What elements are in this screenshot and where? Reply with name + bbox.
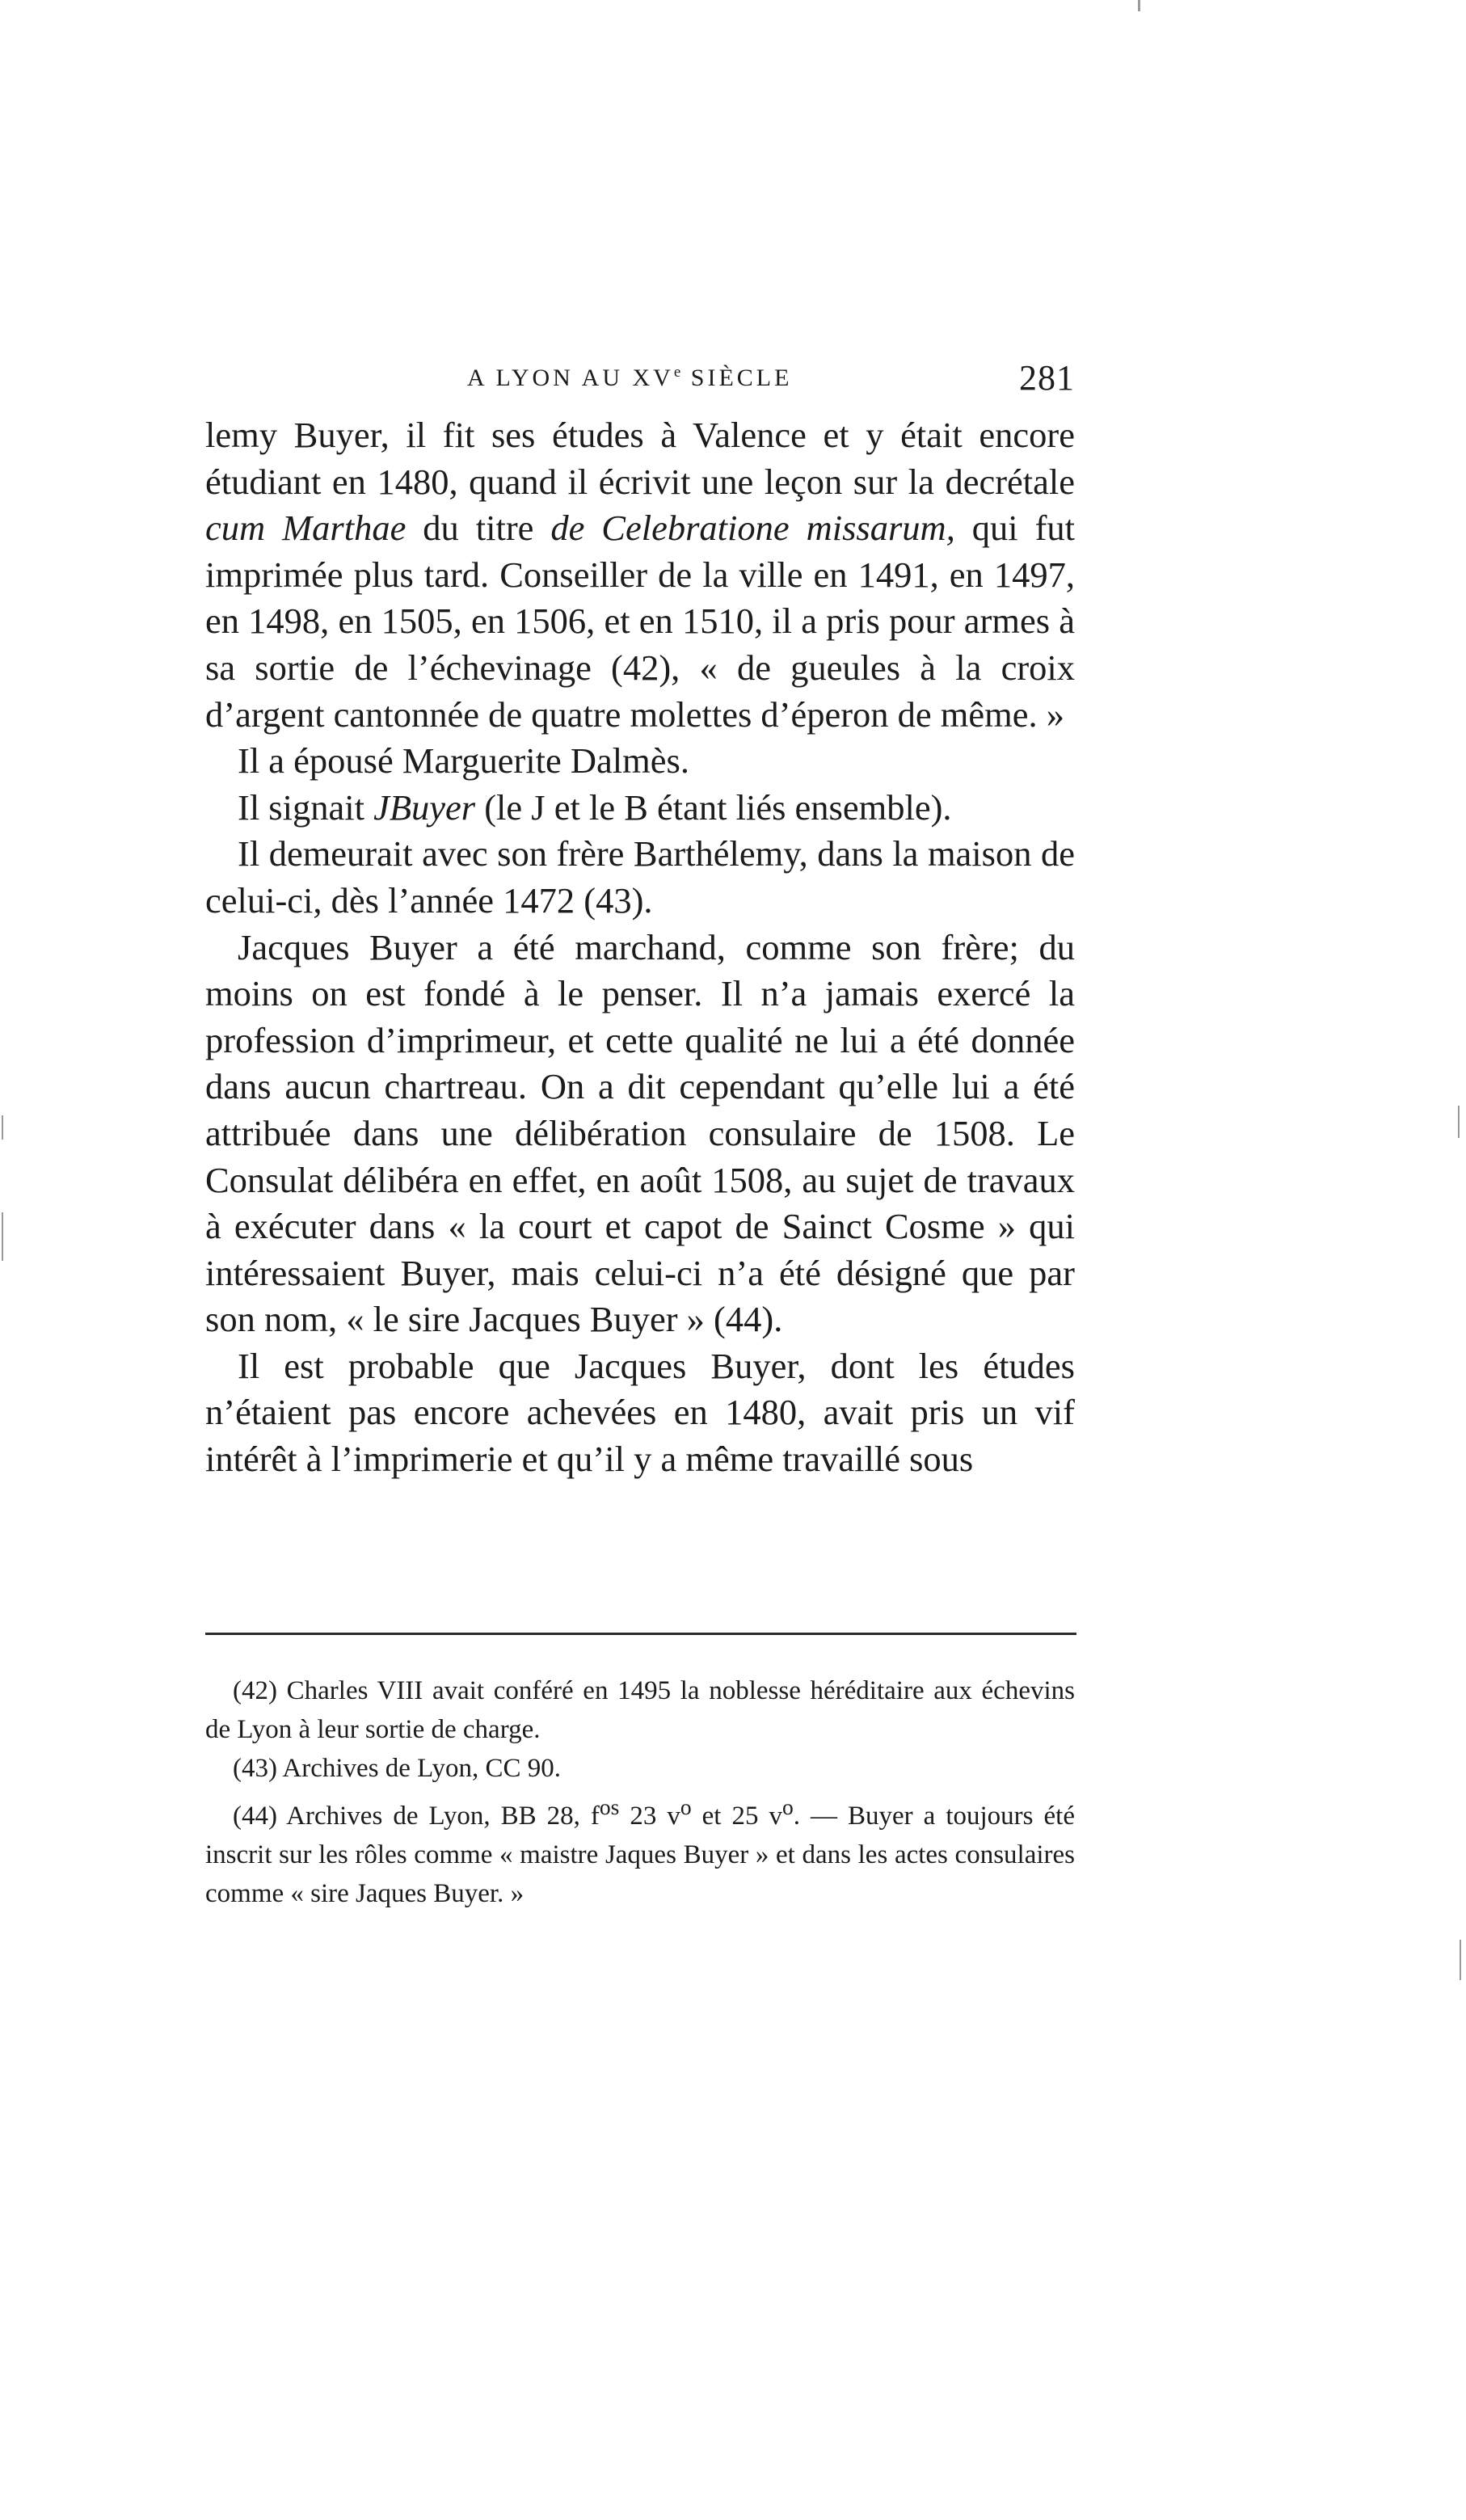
page-header — [205, 352, 1076, 404]
paragraph-3-text-a: Il signait — [238, 786, 374, 828]
paragraph-3 — [205, 785, 1075, 832]
footnote-44-sup-c: o — [781, 1794, 794, 1819]
scan-speck — [1138, 0, 1140, 11]
paragraph-1 — [205, 412, 1075, 738]
scan-speck — [2, 1115, 3, 1140]
paragraph-1-text-a: lemy Buyer, il fit ses études à Valence et y était encore étudiant en 1480, quand il écrivit une leçon sur la decrétale — [205, 415, 1075, 502]
paragraph-2: Il a épousé Marguerite Dalmès. — [238, 740, 689, 782]
footnote-44-text-b: 23 v — [619, 1802, 680, 1831]
paragraph-1-italic-de-celebratione: de Celebratione missarum, — [550, 508, 955, 549]
scan-speck — [1460, 1940, 1461, 1980]
footnote-44-text-c: et 25 v — [691, 1802, 782, 1831]
body-text — [205, 412, 1075, 1483]
paragraph-6: Il est probable que Jacques Buyer, dont les études n’étaient pas encore achevées en 1480, avait pris un vif intérêt à l’imprimerie et qu’il y a même travaillé sous — [205, 1345, 1075, 1480]
footnote-44-text-d: . — Buyer a toujours été inscrit sur les rôles comme « maistre Jaques Buyer » et dans les actes consulaires comme « sire Jaques Buyer. » — [205, 1802, 1075, 1908]
paragraph-4: Il demeurait avec son frère Barthélemy, dans la maison de celui-ci, dès l’année 1472 (43). — [205, 833, 1075, 921]
footnotes — [205, 1671, 1075, 1913]
page-number: 281 — [1019, 358, 1075, 398]
scan-speck — [1458, 1106, 1460, 1138]
footnote-43: (43) Archives de Lyon, CC 90. — [233, 1754, 562, 1783]
running-title — [467, 364, 792, 392]
footnote-divider — [205, 1633, 1076, 1635]
running-title-superscript: e — [673, 364, 682, 381]
footnote-44-sup-b: o — [680, 1794, 692, 1819]
footnote-44-sup-a: os — [599, 1794, 620, 1819]
footnote-42: (42) Charles VIII avait conféré en 1495 la noblesse héréditaire aux échevins de Lyon à leur sortie de charge. — [205, 1676, 1075, 1744]
footnote-44 — [205, 1788, 1075, 1913]
scan-speck — [2, 1212, 3, 1261]
paragraph-1-text-e: qui fut imprimée plus tard. Conseiller de la ville en 1491, en 1497, en 1498, en 1505, en 1506, et en 1510, il a pris pour armes à sa sortie de l’échevinage (42), « de gueules à la croix d’argent cantonnée de quatre molettes d’éperon de même. » — [205, 508, 1076, 735]
paragraph-3-text-c: (le J et le B étant liés ensemble). — [475, 786, 952, 828]
paragraph-1-italic-cum-marthae: cum Marthae — [205, 508, 407, 549]
paragraph-5: Jacques Buyer a été marchand, comme son frère; du moins on est fondé à le penser. Il n’a jamais exercé la profession d’imprimeur, et cette qualité ne lui a été donnée dans aucun chartreau. On a dit cependant qu’elle lui a été attribuée dans une délibération consulaire de 1508. Le Consulat délibéra en effet, en août 1508, au sujet de travaux à exécuter dans « la court et capot de Sainct Cosme » qui intéressaient Buyer, mais celui-ci n’a été désigné que par son nom, « le sire Jacques Buyer » (44). — [205, 926, 1075, 1340]
paragraph-1-text-c: du titre — [406, 508, 551, 549]
running-title-text-end: SIÈCLE — [681, 365, 793, 391]
paragraph-3-italic-signature: JBuyer — [373, 786, 476, 828]
running-title-text: A LYON AU XV — [467, 365, 674, 391]
footnote-44-text-a: (44) Archives de Lyon, BB 28, f — [233, 1802, 600, 1831]
